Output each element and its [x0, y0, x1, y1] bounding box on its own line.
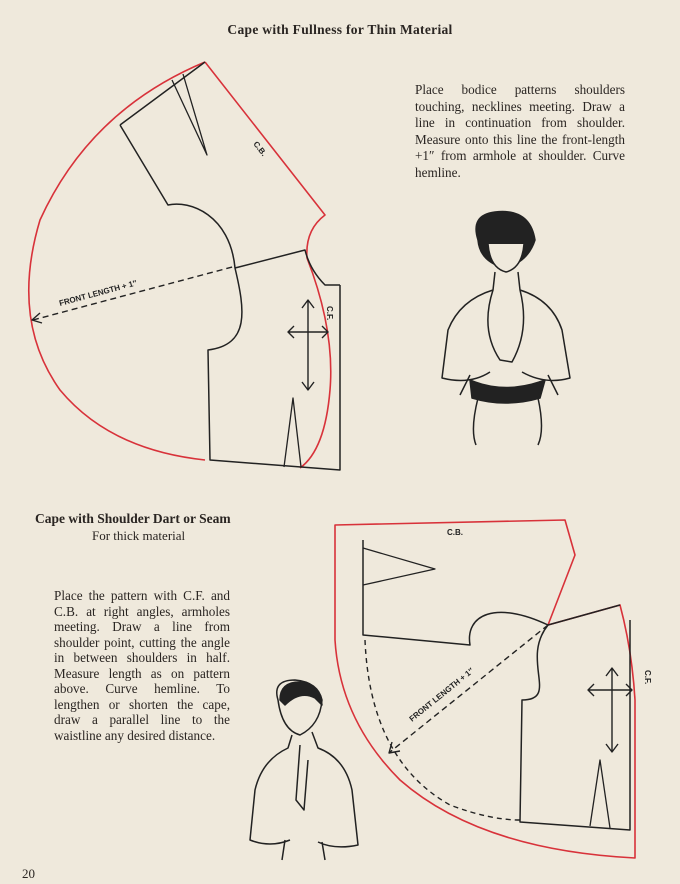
back-dart	[172, 74, 207, 155]
cf-label: C.F.	[325, 306, 334, 321]
grainline-arrows-icon	[588, 668, 632, 752]
cb-label: C.B.	[447, 528, 463, 537]
woman-in-cape-illustration-2	[250, 680, 358, 860]
section1-title: Cape with Fullness for Thin Material	[227, 22, 453, 37]
front-dart	[284, 398, 301, 467]
page-number: 20	[22, 866, 35, 881]
front-length-dashed-line	[33, 266, 236, 320]
front-dart	[590, 760, 610, 828]
front-length-dashed-line	[390, 625, 548, 752]
section2-instructions: Place the pattern with C.F. and C.B. at right angles, armholes meeting. Draw a line from shoulder point, cutting the angle in between shoulders in half. Measure length as on pattern above. Curve hemline. To lengthen or shorten the cape, draw a parallel line to the waistline any desired distance.	[54, 588, 230, 743]
cape-outline-red	[335, 520, 635, 858]
grainline-arrows-icon	[288, 300, 328, 390]
cape-pattern-thin	[29, 62, 340, 470]
back-dart	[363, 548, 435, 585]
cf-label: C.F.	[643, 670, 652, 685]
woman-in-cape-illustration-1	[442, 212, 570, 445]
front-length-label: FRONT LENGTH + 1″	[58, 278, 138, 308]
back-bodice	[363, 540, 630, 830]
section2-subtitle: For thick material	[92, 528, 186, 543]
cape-outline-red	[29, 62, 331, 468]
section1-instructions: Place bodice patterns shoulders touching, necklines meeting. Draw a line in continuation from shoulder. Measure onto this line the front-length +1″ from armhole at shoulder. Curve hemline.	[415, 82, 625, 180]
section2-title: Cape with Shoulder Dart or Seam	[35, 511, 231, 526]
back-bodice	[120, 62, 340, 470]
hemline-dashed-curve	[365, 640, 520, 820]
arrow-head-icon	[32, 313, 42, 323]
cape-pattern-thick	[335, 520, 652, 858]
cb-label: C.B.	[251, 139, 269, 158]
front-length-label: FRONT LENGTH + 1″	[407, 666, 476, 724]
